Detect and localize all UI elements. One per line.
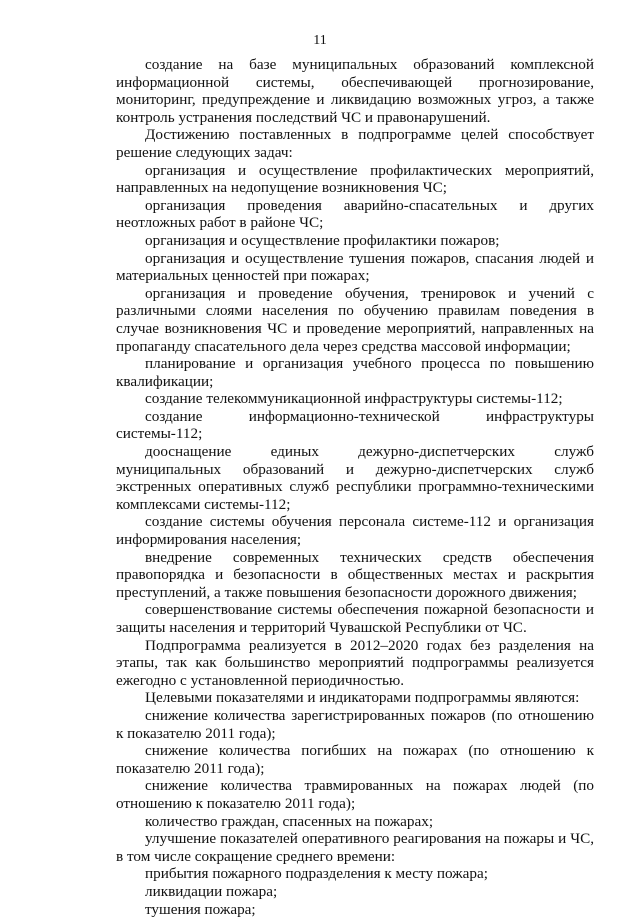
paragraph: организация и осуществление профилактических мероприятий, направленных на недопущение возникновения ЧС; (116, 162, 594, 197)
paragraph: тушения пожара; (116, 901, 594, 918)
paragraph: создание на базе муниципальных образований комплексной информационной системы, обеспечивающей прогнозирование, мониторинг, предупреждение и ликвидацию возможных угроз, а также контроль устранения последствий ЧС и правонарушений. (116, 56, 594, 126)
paragraph: снижение количества травмированных на пожарах людей (по отношению к показателю 2011 года); (116, 777, 594, 812)
paragraph: снижение количества погибших на пожарах (по отношению к показателю 2011 года); (116, 742, 594, 777)
paragraph: организация проведения аварийно-спасательных и других неотложных работ в районе ЧС; (116, 197, 594, 232)
paragraph: прибытия пожарного подразделения к месту пожара; (116, 865, 594, 883)
paragraph: создание системы обучения персонала системе-112 и организация информирования населения; (116, 513, 594, 548)
paragraph: организация и проведение обучения, тренировок и учений с различными слоями населения по обучению правилам поведения в случае возникновения ЧС и проведение мероприятий, направленных на пропаганду спасательного дела через средства массовой информации; (116, 285, 594, 355)
paragraph: организация и осуществление профилактики пожаров; (116, 232, 594, 250)
paragraph: организация и осуществление тушения пожаров, спасания людей и материальных ценностей при пожарах; (116, 250, 594, 285)
paragraph: Подпрограмма реализуется в 2012–2020 годах без разделения на этапы, так как большинство мероприятий подпрограммы реализуется ежегодно с установленной периодичностью. (116, 637, 594, 690)
paragraph: улучшение показателей оперативного реагирования на пожары и ЧС, в том числе сокращение среднего времени: (116, 830, 594, 865)
page-number: 11 (0, 33, 640, 49)
paragraph: ликвидации пожара; (116, 883, 594, 901)
paragraph: создание информационно-технической инфраструктуры системы-112; (116, 408, 594, 443)
paragraph: создание телекоммуникационной инфраструктуры системы-112; (116, 390, 594, 408)
paragraph: совершенствование системы обеспечения пожарной безопасности и защиты населения и территорий Чувашской Республики от ЧС. (116, 601, 594, 636)
paragraph: Достижению поставленных в подпрограмме целей способствует решение следующих задач: (116, 126, 594, 161)
body-text (116, 56, 594, 918)
paragraph: количество граждан, спасенных на пожарах; (116, 813, 594, 831)
paragraph: внедрение современных технических средств обеспечения правопорядка и безопасности в общественных местах и раскрытия преступлений, а также повышения безопасности дорожного движения; (116, 549, 594, 602)
paragraph: планирование и организация учебного процесса по повышению квалификации; (116, 355, 594, 390)
paragraph: дооснащение единых дежурно-диспетчерских служб муниципальных образований и дежурно-диспетчерских служб экстренных оперативных служб республики программно-техническими комплексами системы-112; (116, 443, 594, 513)
paragraph: снижение количества зарегистрированных пожаров (по отношению к показателю 2011 года); (116, 707, 594, 742)
paragraph: Целевыми показателями и индикаторами подпрограммы являются: (116, 689, 594, 707)
